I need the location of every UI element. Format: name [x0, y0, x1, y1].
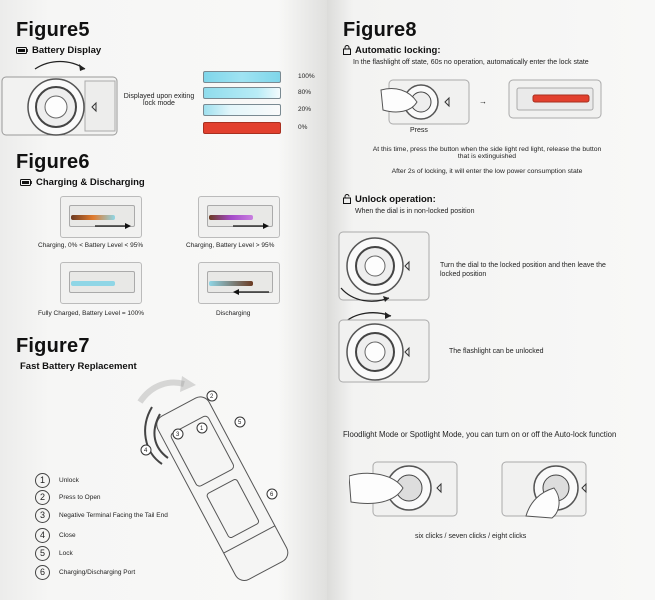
dial-illustration: [0, 55, 125, 145]
battery-icon: [16, 47, 28, 54]
unlock-step-1: Turn the dial to the locked position and then leave the locked position: [440, 262, 606, 278]
level-bar-80: [203, 87, 281, 99]
level-label-80: 80%: [298, 89, 312, 96]
step-4: 4 Close: [35, 528, 76, 543]
unlock-step-2: The flashlight can be unlocked: [449, 348, 544, 355]
step-1: 1 Unlock: [35, 473, 79, 488]
unlock-heading: Unlock operation:: [343, 194, 436, 205]
exit-lock-note: Displayed upon exiting lock mode: [123, 93, 195, 107]
level-label-100: 100%: [298, 73, 315, 80]
right-page: [327, 0, 655, 600]
press-label: Press: [410, 127, 428, 134]
svg-text:4: 4: [144, 448, 148, 454]
dial-turn-illustration: [335, 226, 435, 306]
hand-dial-illustration-2: [500, 458, 612, 520]
step-2: 2 Press to Open: [35, 490, 101, 505]
figure6-title: Figure6: [16, 151, 90, 173]
lock-icon: [343, 45, 351, 55]
auto-lock-desc: In the flashlight off state, 60s no operation, automatically enter the lock state: [353, 59, 589, 66]
level-label-20: 20%: [298, 106, 312, 113]
flashlight-illustration: [122, 372, 327, 587]
mode-heading: Floodlight Mode or Spotlight Mode, you can turn on or off the Auto-lock function: [343, 430, 617, 439]
svg-text:1: 1: [200, 426, 204, 432]
svg-text:5: 5: [238, 420, 242, 426]
hand-dial-illustration-1: [349, 458, 461, 520]
svg-text:3: 3: [176, 432, 180, 438]
svg-text:2: 2: [210, 394, 214, 400]
battery-icon: [20, 179, 32, 186]
charging-heading: [20, 177, 145, 188]
caption-charging-low: Charging, 0% < Battery Level < 95%: [38, 242, 144, 249]
step-6: 6 Charging/Discharging Port: [35, 565, 135, 580]
battery-panel-full: [60, 262, 142, 304]
level-label-0: 0%: [298, 124, 308, 131]
press-dial-illustration: [379, 76, 474, 126]
unlock-icon: [343, 194, 351, 204]
auto-lock-note-2: After 2s of locking, it will enter the low power consumption state: [391, 168, 583, 175]
battery-display-label: Battery Display: [32, 45, 102, 56]
auto-lock-note-1: At this time, press the button when the side light red light, release the button that is extinguished: [372, 146, 602, 160]
arrow-right-icon: →: [479, 97, 487, 106]
unlock-desc: When the dial is in non-locked position: [355, 208, 475, 215]
step-5: 5 Lock: [35, 546, 73, 561]
figure8-title: Figure8: [343, 19, 417, 41]
battery-replacement-heading: Fast Battery Replacement: [20, 361, 137, 372]
caption-charging-high: Charging, Battery Level > 95%: [186, 242, 275, 249]
dial-return-illustration: [335, 306, 435, 386]
caption-full: Fully Charged, Battery Level = 100%: [38, 310, 145, 317]
charging-label: Charging & Discharging: [36, 177, 145, 188]
locked-red-illustration: [507, 76, 605, 122]
figure5-title: Figure5: [16, 19, 90, 41]
left-page: [0, 0, 327, 600]
battery-panel-charging-high: [198, 196, 280, 238]
auto-lock-heading: Automatic locking:: [343, 45, 441, 56]
caption-discharging: Discharging: [216, 310, 251, 317]
level-bar-0: [203, 122, 281, 134]
level-bar-20: [203, 104, 281, 116]
step-3: 3 Negative Terminal Facing the Tail End: [35, 508, 168, 523]
battery-panel-discharging: [198, 262, 280, 304]
battery-panel-charging: [60, 196, 142, 238]
click-options: six clicks / seven clicks / eight clicks: [415, 533, 527, 540]
figure7-title: Figure7: [16, 335, 90, 357]
svg-text:6: 6: [270, 492, 274, 498]
level-bar-100: [203, 71, 281, 83]
